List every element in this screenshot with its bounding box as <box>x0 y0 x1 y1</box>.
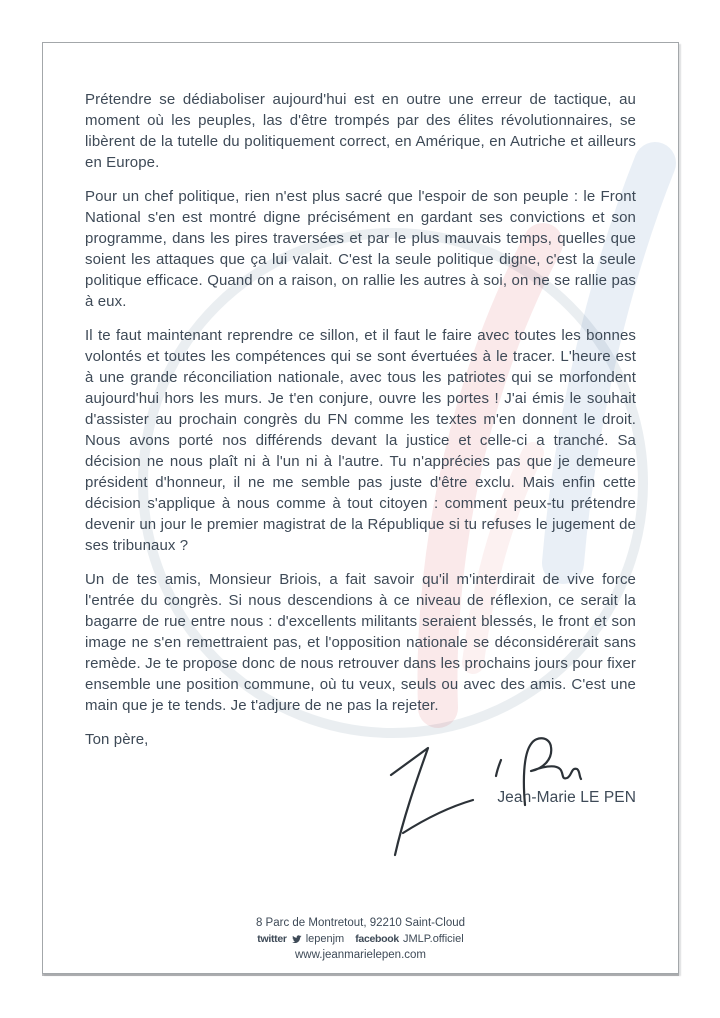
facebook-wordmark: facebook <box>355 933 399 945</box>
letter-paragraph: Pour un chef politique, rien n'est plus sacré que l'espoir de son peuple : le Front National s'en est montré digne précisément en gardant ses convictions et son programme, dans les pires traversées et par le plus mauvais temps, quelles que soient les attaques que ça lui valait. C'est la seule politique digne, c'est la seule politique efficace. Quand on a raison, on rallie les autres à soi, on ne se rallie pas à eux. <box>85 188 636 310</box>
footer-website: www.jeanmarielepen.com <box>294 949 427 961</box>
letter-body <box>85 89 636 808</box>
twitter-handle: lepenjm <box>305 933 345 945</box>
letter-footer <box>43 915 678 963</box>
signer-name: Jean-Marie LE PEN <box>497 789 636 806</box>
twitter-bird-icon <box>291 934 302 945</box>
letter-closing: Ton père, <box>85 731 149 748</box>
footer-address: 8 Parc de Montretout, 92210 Saint-Cloud <box>255 917 466 929</box>
facebook-handle: JMLP.officiel <box>402 933 464 945</box>
letter-paragraph: Prétendre se dédiaboliser aujourd'hui est en outre une erreur de tactique, au moment où les peuples, las d'être trompés par des élites révolutionnaires, se libèrent de la tutelle du politiquement correct, en Amérique, en Autriche et ailleurs en Europe. <box>85 91 636 171</box>
letter-paragraph: Il te faut maintenant reprendre ce sillon, et il faut le faire avec toutes les bonnes volontés et toutes les compétences qui se sont évertuées à le tracer. L'heure est à une grande réconciliation nationale, avec tous les patriotes qui se morfondent aujourd'hui hors les murs. Je t'en conjure, ouvre les portes ! J'ai émis le souhait d'assister au prochain congrès du FN comme les textes m'en donnent le droit. Nous avons porté nos différends devant la justice et celle-ci a tranché. Sa décision ne nous plaît ni à l'un ni à l'autre. Tu n'apprécies pas que je demeure président d'honneur, il ne me semble pas juste d'être exclu. Mais enfin cette décision s'applique à nous comme à tout citoyen : comment peux-tu prétendre devenir un jour le premier magistrat de la République si tu refuses le jugement de ses tribunaux ? <box>85 327 636 554</box>
letter-paragraph: Un de tes amis, Monsieur Briois, a fait savoir qu'il m'interdirait de vive force l'entrée du congrès. Si nous descendions à ce niveau de réflexion, ce serait la bagarre de rue entre nous : d'excellents militants seraient blessés, le front et son image ne s'en remettraient pas, et l'opposition nationale se déconsidérerait sans remède. Je te propose donc de nous retrouver dans les prochains jours pour fixer ensemble une position commune, où tu veux, seuls ou avec des amis. C'est une main que je te tends. Je t'adjure de ne pas la rejeter. <box>85 571 636 714</box>
signature <box>373 733 633 903</box>
footer-social-line <box>43 931 678 947</box>
twitter-wordmark: twitter <box>257 933 287 945</box>
letter-page <box>42 42 679 974</box>
